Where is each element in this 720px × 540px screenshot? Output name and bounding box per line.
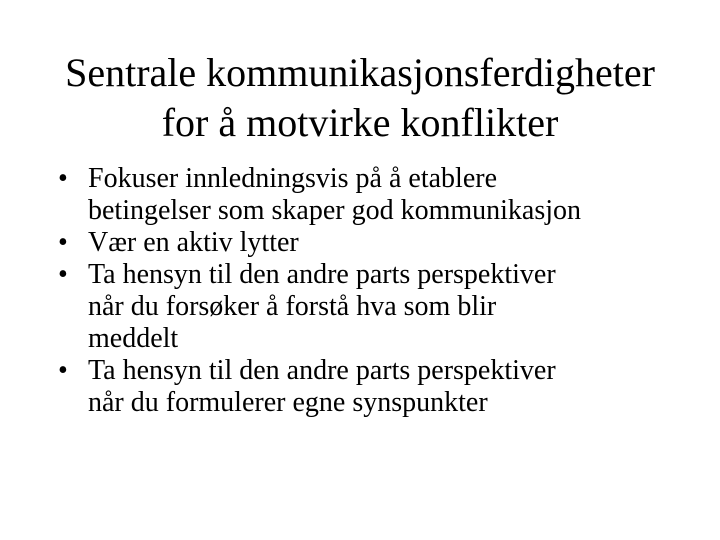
bullet-text-line: Ta hensyn til den andre parts perspektiver bbox=[88, 355, 556, 386]
bullet-item bbox=[58, 227, 698, 259]
title-line: for å motvirke konflikter bbox=[161, 100, 559, 145]
bullet-text-line: når du forsøker å forstå hva som blir bbox=[88, 291, 497, 322]
bullet-list bbox=[58, 163, 698, 419]
bullet-text-line: Fokuser innledningsvis på å etablere bbox=[88, 163, 498, 194]
bullet-text-line: når du formulerer egne synspunkter bbox=[88, 387, 488, 418]
title-line: Sentrale kommunikasjonsferdigheter bbox=[65, 50, 655, 95]
bullet-dot-icon: • bbox=[58, 163, 68, 194]
bullet-item bbox=[58, 355, 698, 419]
slide-title bbox=[40, 48, 680, 148]
bullet-dot-icon: • bbox=[58, 227, 68, 258]
bullet-text-line: Ta hensyn til den andre parts perspektiver bbox=[88, 259, 556, 290]
bullet-dot-icon: • bbox=[58, 355, 68, 386]
bullet-item bbox=[58, 163, 698, 227]
bullet-text-line: meddelt bbox=[88, 323, 179, 354]
bullet-text-line: Vær en aktiv lytter bbox=[88, 227, 299, 258]
bullet-text-line: betingelser som skaper god kommunikasjon bbox=[88, 195, 582, 226]
bullet-item bbox=[58, 259, 698, 355]
bullet-dot-icon: • bbox=[58, 259, 68, 290]
